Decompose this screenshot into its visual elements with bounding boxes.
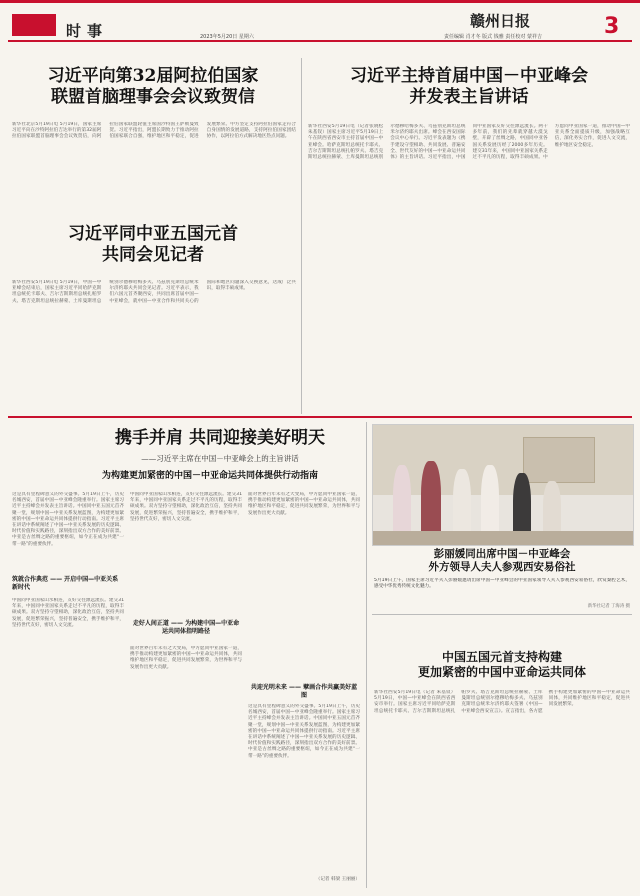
- peng-caption: 5月19日上午，国家主席习近平夫人彭丽媛邀请出席中国—中亚峰会的中亚国家领导人夫人参观西安易俗社，欣赏秦腔艺术，感受中华优秀传统文化魅力。: [374, 578, 630, 590]
- commentary-section-c: 共迎光明未来 —— 擘画合作共赢美好蓝图: [250, 684, 358, 699]
- editors-line: 责任编辑 肖才冬 版式 钱雅 责任校对 蒙祥吉: [444, 34, 542, 40]
- arab-league-body: 新华社北京5月19日电 5月19日，国家主席习近平向在沙特阿拉伯吉达举行的第32届阿拉伯国家联盟首脑理事会会议致贺信，向阿拉伯国家联盟轮值主席国沙特国王萨勒曼致贺。习近平指出，阿盟长期致力于推动阿拉伯国家联合自强，维护地区和平稳定，促进发展繁荣。中方坚定支持阿拉伯国家走符合自身国情的发展道路，支持阿拉伯国家团结协作，以阿拉伯方式解决地区热点问题。: [12, 122, 296, 140]
- column-divider: [301, 58, 302, 414]
- commentary-title: 携手并肩 共同迎接美好明天: [115, 428, 325, 448]
- commentary-body2: 中国同中亚国家山水相连，友好交往源远流长。建交31年来，中国同中亚国家关系走过不平凡的历程，取得丰硕成果。双方坚持守望相助，深化政治互信，坚持共同发展，促进繁荣振兴，坚持普遍安全，携手维护和平，坚持世代友好，密切人文交流。: [12, 598, 124, 628]
- joint-meeting-body: 新华社西安5月19日电 5月19日，中国—中亚峰会结束后，国家主席习近平同哈萨克斯坦总统托卡耶夫、吉尔吉斯斯坦总统扎帕罗夫、塔吉克斯坦总统拉赫蒙、土库曼斯坦总统别尔德穆哈梅多夫、乌兹别克斯坦总统米尔济约耶夫共同会见记者。习近平表示，我们六国元首齐聚西安，共同出席首届中国—中亚峰会，就中国—中亚合作和共同关心的国际和地区问题深入交换意见，达成广泛共识，取得丰硕成果。: [12, 280, 296, 304]
- arab-league-headline: [10, 66, 296, 109]
- issue-date: 2023年5月20日 星期六: [200, 34, 254, 40]
- declaration-title-line2: 更加紧密的中国中亚命运共同体: [417, 665, 586, 679]
- commentary-subtitle2: 为构建更加紧密的中国－中亚命运共同体提供行动指南: [101, 471, 318, 481]
- summit-speech-title-line2: 并发表主旨讲话: [409, 87, 529, 108]
- section-title: 时事: [66, 22, 109, 40]
- commentary-body3-col2: 面对世界百年未有之大变局，中方愿同中亚国家一道，携手推动构建更加紧密的中国—中亚命运共同体，共同维护地区和平稳定，促进共同发展繁荣，为世界和平与发展作出更大贡献。: [130, 646, 242, 670]
- page-number: 3: [604, 14, 620, 39]
- summit-photo: [372, 424, 634, 546]
- photo-floor: [373, 531, 633, 545]
- commentary-subtitle: ——习近平主席在中国－中亚峰会上的主旨讲话: [141, 454, 299, 463]
- section-marker: [12, 14, 56, 36]
- commentary-section-a: 筑就合作典范 —— 开启中国—中亚关系新时代: [12, 576, 119, 591]
- arab-league-title-line1: 习近平向第32届阿拉伯国家: [47, 66, 259, 86]
- commentary-body-col3: 这是具有里程碑意义的外交盛事。5月19日上午，历史名城西安，首届中国—中亚峰会隆重举行。国家主席习近平主持峰会并发表主旨讲话。中国同中亚五国元首齐聚一堂，规划中国—中亚关系发展蓝图，为构建更加紧密的中国—中亚命运共同体提供行动指南。习近平主席在讲话中系统阐述了中国—中亚关系发展的历史逻辑、时代价值和实践路径，深刻指出双方合作的美好前景。中亚是古丝绸之路的重要枢纽，如今正在成为共建“一带一路”的重要伙伴。: [248, 704, 360, 759]
- right-section-divider: [372, 614, 632, 615]
- photo-painting: [523, 437, 595, 483]
- peng-headline: [372, 548, 632, 574]
- newspaper-logo: 赣州日报: [470, 12, 531, 30]
- commentary-body: 这是具有里程碑意义的外交盛事。5月19日上午，历史名城西安，首届中国—中亚峰会隆重举行。国家主席习近平主持峰会并发表主旨讲话。中国同中亚五国元首齐聚一堂，规划中国—中亚关系发展蓝图，为构建更加紧密的中国—中亚命运共同体提供行动指南。习近平主席在讲话中系统阐述了中国—中亚关系发展的历史逻辑、时代价值和实践路径，深刻指出双方合作的美好前景。中亚是古丝绸之路的重要枢纽，如今正在成为共建“一带一路”的重要伙伴。: [12, 492, 124, 547]
- top-red-bar: [0, 0, 640, 3]
- section-divider: [8, 416, 632, 418]
- commentary-body2-col2: 中国同中亚国家山水相连，友好交往源远流长。建交31年来，中国同中亚国家关系走过不平凡的历程，取得丰硕成果。双方坚持守望相助，深化政治互信，坚持共同发展，促进繁荣振兴，坚持普遍安全，携手维护和平，坚持世代友好，密切人文交流。: [130, 492, 242, 522]
- peng-title-line1: 彭丽媛同出席中国－中亚峰会: [433, 548, 571, 560]
- right-column-divider: [366, 422, 367, 888]
- arab-league-title-line2: 联盟首脑理事会会议致贺信: [51, 87, 255, 108]
- declaration-headline: [372, 650, 632, 680]
- declaration-body: 新华社西安5月19日电（记者 朱基钗）5月19日，中国—中亚峰会在陕西省西安市举行。国家主席习近平同哈萨克斯坦总统托卡耶夫、吉尔吉斯斯坦总统扎帕罗夫、塔吉克斯坦总统拉赫蒙、土库曼斯坦总统别尔德穆哈梅多夫、乌兹别克斯坦总统米尔济约耶夫签署《中国—中亚峰会西安宣言》。宣言指出，各方愿携手构建更加紧密的中国—中亚命运共同体，共同维护地区和平稳定，促进共同发展繁荣。: [374, 690, 630, 714]
- header-divider: [8, 40, 632, 42]
- summit-speech-body: 新华社西安5月19日电（记者张晓松 朱基钗）国家主席习近平5月19日上午在陕西省西安市主持首届中国—中亚峰会。哈萨克斯坦总统托卡耶夫、吉尔吉斯斯坦总统扎帕罗夫、塔吉克斯坦总统拉赫蒙、土库曼斯坦总统别尔德穆哈梅多夫、乌兹别克斯坦总统米尔济约耶夫出席。峰会在西安国际会议中心举行。习近平发表题为《携手建设守望相助、共同发展、普遍安全、世代友好的中国—中亚命运共同体》的主旨讲话。习近平指出，中国同中亚国家友好交往源远流长。两千多年前，我们的先辈就穿越大漠戈壁，开辟了丝绸之路，中国同中亚各国关系发展历经了2000多年历史。建交31年来，中国同中亚国家关系走过不平凡的历程，取得丰硕成果。中方愿同中亚国家一道，推动中国—中亚关系全面提质升级，加强战略互信，深化务实合作，促进人文交流，维护地区安全稳定。: [308, 124, 630, 161]
- summit-speech-headline: [306, 66, 632, 109]
- commentary-section-b: 走好人间正道 —— 为构建中国—中亚命运共同体指明路径: [132, 620, 240, 635]
- summit-speech-title-line1: 习近平主持首届中国－中亚峰会: [350, 66, 588, 86]
- declaration-title-line1: 中国五国元首支持构建: [441, 650, 562, 664]
- peng-photo-credit: 新华社记者 丁海涛 摄: [587, 604, 630, 609]
- joint-meeting-title-line2: 共同会见记者: [102, 245, 204, 266]
- peng-title-line2: 外方领导人夫人参观西安易俗社: [428, 561, 576, 574]
- commentary-body3: 面对世界百年未有之大变局，中方愿同中亚国家一道，携手推动构建更加紧密的中国—中亚命运共同体，共同维护地区和平稳定，促进共同发展繁荣，为世界和平与发展作出更大贡献。: [248, 492, 360, 516]
- commentary-source: （记者 韩梁 王丽丽）: [315, 877, 360, 882]
- joint-meeting-title-line1: 习近平同中亚五国元首: [68, 224, 238, 244]
- joint-meeting-headline: [10, 224, 296, 267]
